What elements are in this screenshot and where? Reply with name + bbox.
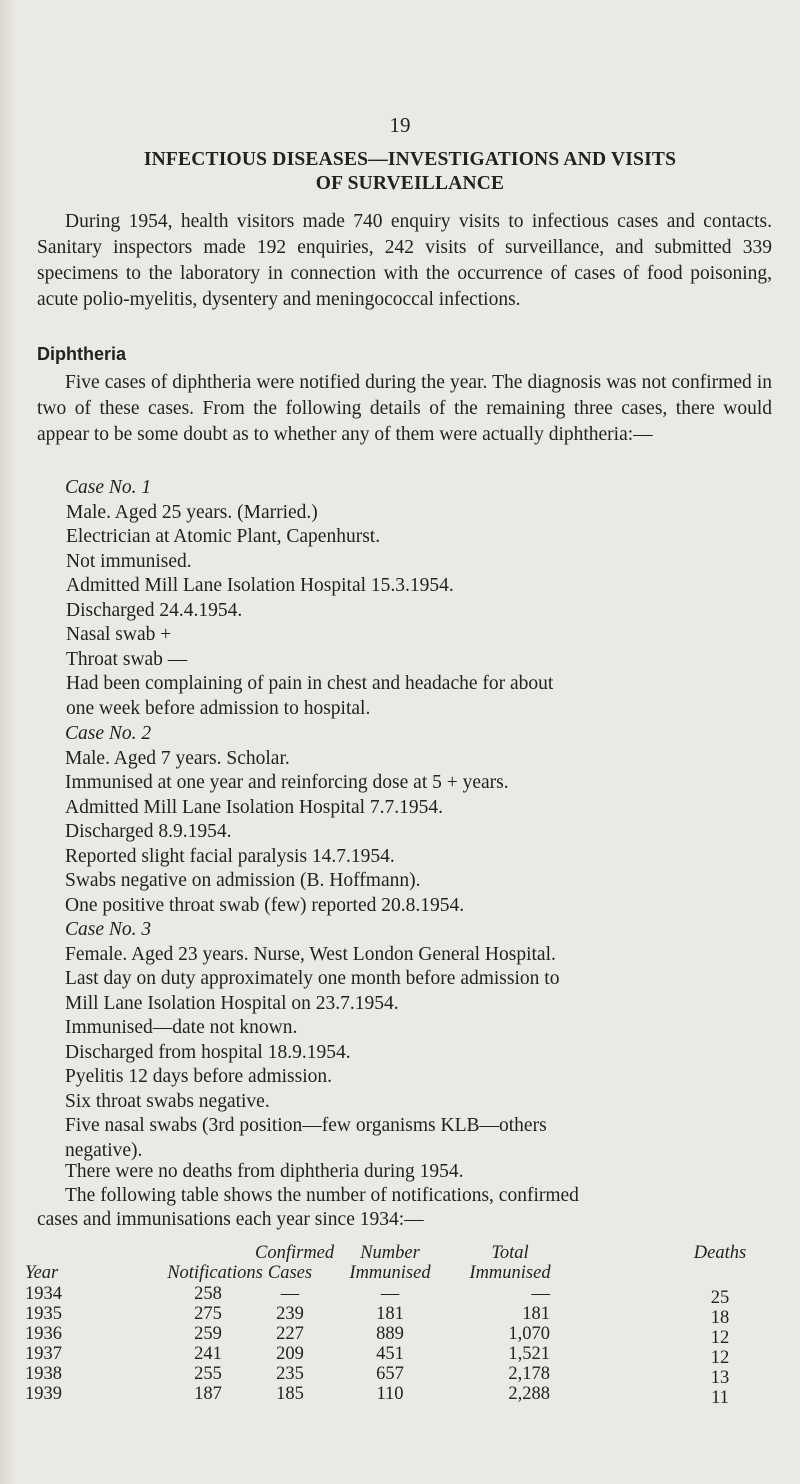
case-line: Pyelitis 12 days before admission. (65, 1066, 333, 1087)
case-line: Five nasal swabs (3rd position—few organisms KLB—others (65, 1115, 547, 1136)
case-line: Last day on duty approximately one month before admission to (65, 968, 560, 989)
case-line: Nasal swab + (66, 624, 172, 645)
cell-total: 1,521 (508, 1344, 550, 1364)
case-line: Admitted Mill Lane Isolation Hospital 7.7.1954. (65, 796, 444, 818)
case-line: Six throat swabs negative. (65, 1090, 270, 1112)
cell-deaths: 13 (710, 1368, 730, 1388)
case-line: Male. Aged 7 years. Scholar. (65, 747, 290, 769)
case-line: Discharged 8.9.1954. (65, 821, 232, 842)
cell-total: — (531, 1284, 550, 1304)
cell-number: — (380, 1284, 400, 1304)
header-total-2: Immunised (469, 1263, 551, 1283)
case-line: Had been complaining of pain in chest and headache for about (66, 673, 554, 694)
case-line: Immunised at one year and reinforcing dose at 5 + years. (65, 772, 509, 793)
cell-year: 1937 (25, 1344, 62, 1364)
cell-confirmed: 227 (276, 1324, 304, 1344)
case-line: Not immunised. (66, 550, 192, 572)
case-1 (65, 476, 770, 721)
case-details (65, 943, 770, 1164)
case-line: Discharged 24.4.1954. (66, 599, 243, 621)
heading-line-2: OF SURVEILLANCE (315, 173, 505, 194)
closing-table-intro: The following table shows the number of notifications, confirmed (65, 1185, 579, 1206)
case-details (65, 747, 770, 919)
case-3 (65, 918, 770, 1163)
cell-confirmed: 239 (276, 1304, 304, 1324)
scan-shadow-edge (0, 0, 16, 1484)
cell-notifications: 255 (194, 1364, 222, 1384)
cell-year: 1938 (25, 1364, 62, 1384)
cell-notifications: 241 (194, 1344, 222, 1364)
cell-number: 451 (376, 1344, 404, 1364)
cell-year: 1934 (25, 1284, 62, 1304)
cell-deaths: 12 (710, 1328, 730, 1348)
cell-total: 1,070 (508, 1324, 550, 1344)
intro-paragraph: During 1954, health visitors made 740 enquiry visits to infectious cases and contacts. Sanitary inspectors made 192 enquiries, 242 visits of surveillance, and submitted 339 specimens to the laboratory in connection with the occurrence of cases of food poisoning, acute polio-myelitis, dysentery and meningococcal infections. (37, 211, 772, 310)
cell-deaths: 18 (710, 1308, 730, 1328)
case-2 (65, 722, 770, 918)
heading-line-1: INFECTIOUS DISEASES—INVESTIGATIONS AND VISITS (143, 149, 677, 170)
cell-total: 2,288 (508, 1384, 550, 1404)
cell-deaths: 11 (711, 1388, 729, 1408)
case-line: Electrician at Atomic Plant, Capenhurst. (66, 526, 381, 547)
header-year: Year (25, 1263, 59, 1283)
cell-total: 2,178 (508, 1364, 550, 1384)
diphtheria-paragraph: Five cases of diphtheria were notified during the year. The diagnosis was not confirmed in two of these cases. From the following details of the remaining three cases, there would appear to be some doubt as to whether any of them were actually diphtheria:— (37, 372, 772, 445)
cell-number: 657 (376, 1364, 404, 1384)
diphtheria-subheading: Diphtheria (37, 344, 127, 364)
cell-confirmed: 209 (276, 1344, 304, 1364)
cell-notifications: 259 (194, 1324, 222, 1344)
cell-year: 1939 (25, 1384, 62, 1404)
cell-confirmed: 185 (276, 1384, 304, 1404)
page-number: 19 (389, 113, 411, 137)
case-label: Case No. 1 (65, 477, 152, 498)
case-line: Swabs negative on admission (B. Hoffmann). (65, 870, 421, 891)
case-line: One positive throat swab (few) reported 20.8.1954. (65, 894, 465, 916)
cell-deaths: 12 (710, 1348, 730, 1368)
section-heading (60, 148, 760, 196)
case-label: Case No. 2 (65, 723, 152, 744)
header-deaths: Deaths (693, 1243, 747, 1263)
cell-number: 181 (376, 1304, 404, 1324)
case-line: Female. Aged 23 years. Nurse, West London General Hospital. (65, 943, 556, 965)
header-total-1: Total (491, 1243, 529, 1263)
case-line: Discharged from hospital 18.9.1954. (65, 1041, 351, 1063)
header-confirmed-2: Cases (267, 1263, 313, 1283)
case-line: Admitted Mill Lane Isolation Hospital 15.3.1954. (66, 575, 454, 596)
header-number-2: Immunised (349, 1263, 431, 1283)
case-line: Male. Aged 25 years. (Married.) (66, 501, 318, 523)
cell-confirmed: 235 (276, 1364, 304, 1384)
case-line: Reported slight facial paralysis 14.7.1954. (65, 845, 395, 867)
case-line: Throat swab — (66, 648, 188, 670)
cell-number: 110 (376, 1384, 404, 1404)
cell-year: 1936 (25, 1324, 62, 1344)
case-line: one week before admission to hospital. (66, 697, 371, 719)
closing-no-deaths: There were no deaths from diphtheria during 1954. (65, 1161, 464, 1182)
header-confirmed-1: Confirmed (255, 1243, 335, 1263)
cell-number: 889 (376, 1324, 404, 1344)
cell-notifications: 258 (194, 1284, 222, 1304)
case-details (65, 501, 770, 722)
cell-confirmed: — (280, 1284, 300, 1304)
case-label: Case No. 3 (65, 919, 152, 940)
cell-deaths: 25 (710, 1288, 730, 1308)
case-line: negative). (65, 1139, 143, 1161)
cell-notifications: 275 (194, 1304, 222, 1324)
cell-year: 1935 (25, 1304, 62, 1324)
cell-total: 181 (522, 1304, 550, 1324)
case-line: Mill Lane Isolation Hospital on 23.7.1954. (65, 992, 399, 1014)
closing-table-intro-cont: cases and immunisations each year since 1934:— (37, 1209, 424, 1230)
header-number-1: Number (360, 1243, 420, 1263)
header-notifications: Notifications (167, 1263, 263, 1283)
cell-notifications: 187 (194, 1384, 222, 1404)
case-line: Immunised—date not known. (65, 1017, 298, 1038)
